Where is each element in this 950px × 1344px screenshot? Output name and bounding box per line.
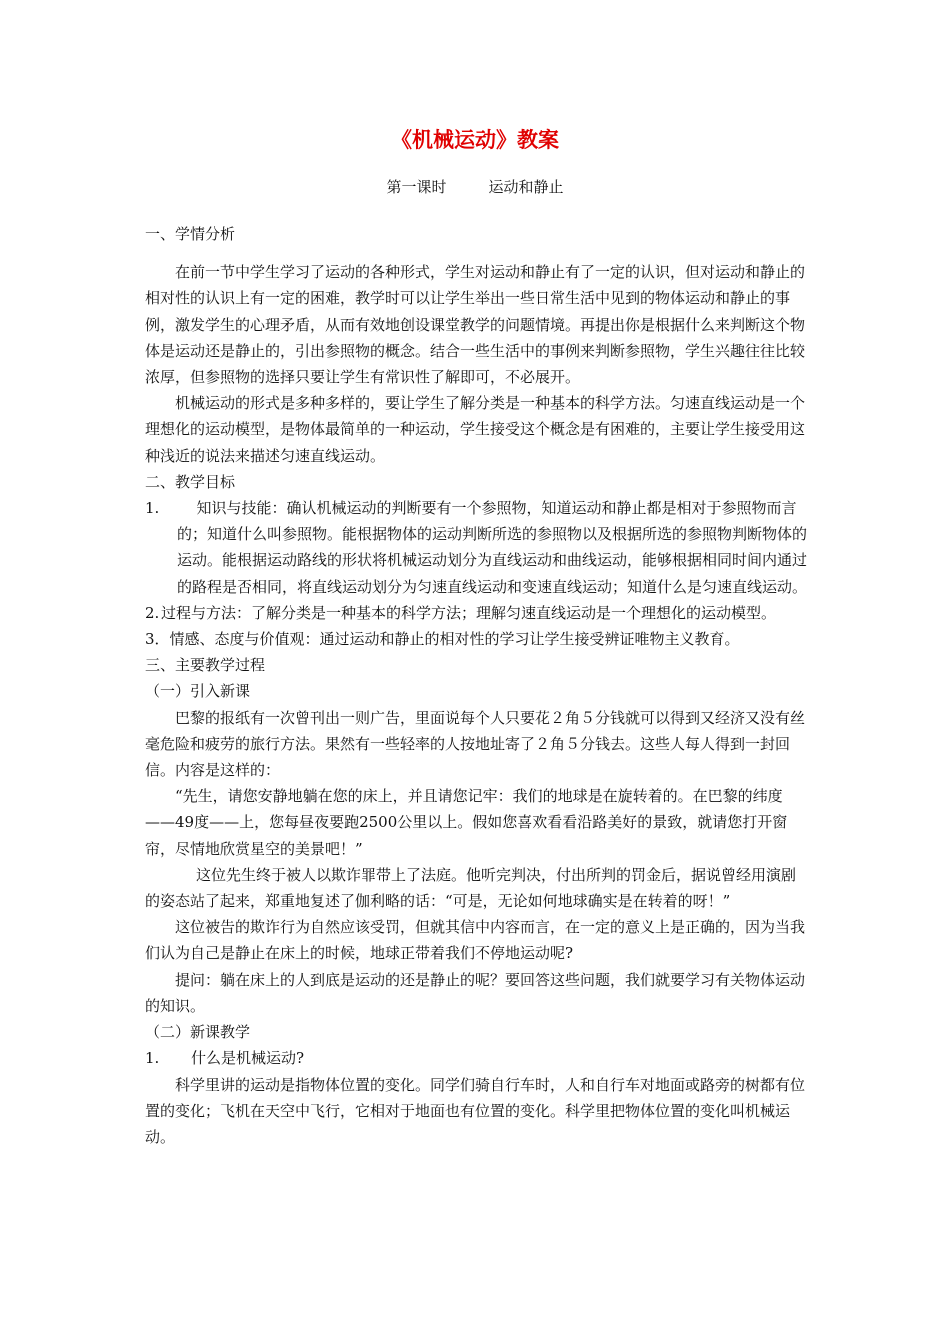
list-number: 2. xyxy=(145,603,160,622)
quote-paragraph: “先生，请您安静地躺在您的床上，并且请您记牢：我们的地球是在旋转着的。在巴黎的纬度——49度——上，您每昼夜要跑2500公里以上。假如您喜欢看看沿路美好的景致，就请您打开窗帘，尽情地欣赏星空的美景吧！” xyxy=(145,787,788,858)
list-number: 1. xyxy=(145,1049,160,1068)
paragraph: 这位先生终于被人以欺诈罪带上了法庭。他听完判决，付出所判的罚金后，据说曾经用演剧的姿态站了起来，郑重地复述了伽利略的话：“可是，无论如何地球确实是在转着的呀！” xyxy=(145,865,797,911)
list-number: 1. xyxy=(145,499,160,518)
paragraph: 在前一节中学生学习了运动的各种形式，学生对运动和静止有了一定的认识，但对运动和静止的相对性的认识上有一定的困难，教学时可以让学生举出一些日常生活中见到的物体运动和静止的事例，激发学生的心理矛盾，从而有效地创设课堂教学的问题情境。再提出你是根据什么来判断这个物体是运动还是静止的，引出参照物的概念。结合一些生活中的事例来判断参照物，学生兴趣往往比较浓厚，但参照物的选择只要让学生有常识性了解即可，不必展开。 xyxy=(145,263,806,387)
subsection-heading: （一）引入新课 xyxy=(145,682,251,701)
paragraph: 这位被告的欺诈行为自然应该受罚，但就其信中内容而言，在一定的意义上是正确的，因为当我们认为自己是静止在床上的时候，地球正带着我们不停地运动呢? xyxy=(145,918,806,963)
document-title: 《机械运动》教案 xyxy=(391,128,559,152)
lesson-subtitle xyxy=(0,176,950,197)
paragraph: 科学里讲的运动是指物体位置的变化。同学们骑自行车时，人和自行车对地面或路旁的树都有位置的变化；飞机在天空中飞行，它相对于地面也有位置的变化。科学里把物体位置的变化叫机械运动。 xyxy=(145,1075,806,1146)
section-heading-analysis: 一、学情分析 xyxy=(145,225,236,243)
list-item xyxy=(145,1045,810,1071)
list-item: 3．情感、态度与价值观：通过运动和静止的相对性的学习让学生接受辨证唯物主义教育。 xyxy=(145,630,740,649)
section-heading-process: 三、主要教学过程 xyxy=(145,656,266,675)
section-heading-goals: 二、教学目标 xyxy=(145,472,236,491)
subsection-heading: （二）新课教学 xyxy=(145,1023,251,1042)
paragraph: 巴黎的报纸有一次曾刊出一则广告，里面说每个人只要花２角５分钱就可以得到又经济又没有丝毫危险和疲劳的旅行方法。果然有一些轻率的人按地址寄了２角５分钱去。这些人每人得到一封回信。内容是这样的： xyxy=(145,708,806,780)
document-body xyxy=(145,221,810,1150)
list-text: 过程与方法：了解分类是一种基本的科学方法；理解匀速直线运动是一个理想化的运动模型。 xyxy=(161,603,777,622)
paragraph: 提问：躺在床上的人到底是运动的还是静止的呢？要回答这些问题，我们就要学习有关物体运动的知识。 xyxy=(145,970,806,1015)
list-item xyxy=(145,600,810,626)
lesson-topic: 运动和静止 xyxy=(488,178,564,196)
list-text: 什么是机械运动? xyxy=(191,1049,305,1068)
lesson-number: 第一课时 xyxy=(386,178,447,196)
list-text: 知识与技能：确认机械运动的判断要有一个参照物，知道运动和静止都是相对于参照物而言的；知道什么叫参照物。能根据物体的运动判断所选的参照物以及根据所选的参照物判断物体的运动。能根据运动路线的形状将机械运动划分为直线运动和曲线运动，能够根据相同时间内通过的路程是否相同，将直线运动划分为匀速直线运动和变速直线运动；知道什么是匀速直线运动。 xyxy=(177,499,808,596)
paragraph: 机械运动的形式是多种多样的，要让学生了解分类是一种基本的科学方法。匀速直线运动是一个理想化的运动模型，是物体最简单的一种运动，学生接受这个概念是有困难的，主要让学生接受用这种浅近的说法来描述匀速直线运动。 xyxy=(145,394,806,465)
list-item xyxy=(145,495,810,600)
